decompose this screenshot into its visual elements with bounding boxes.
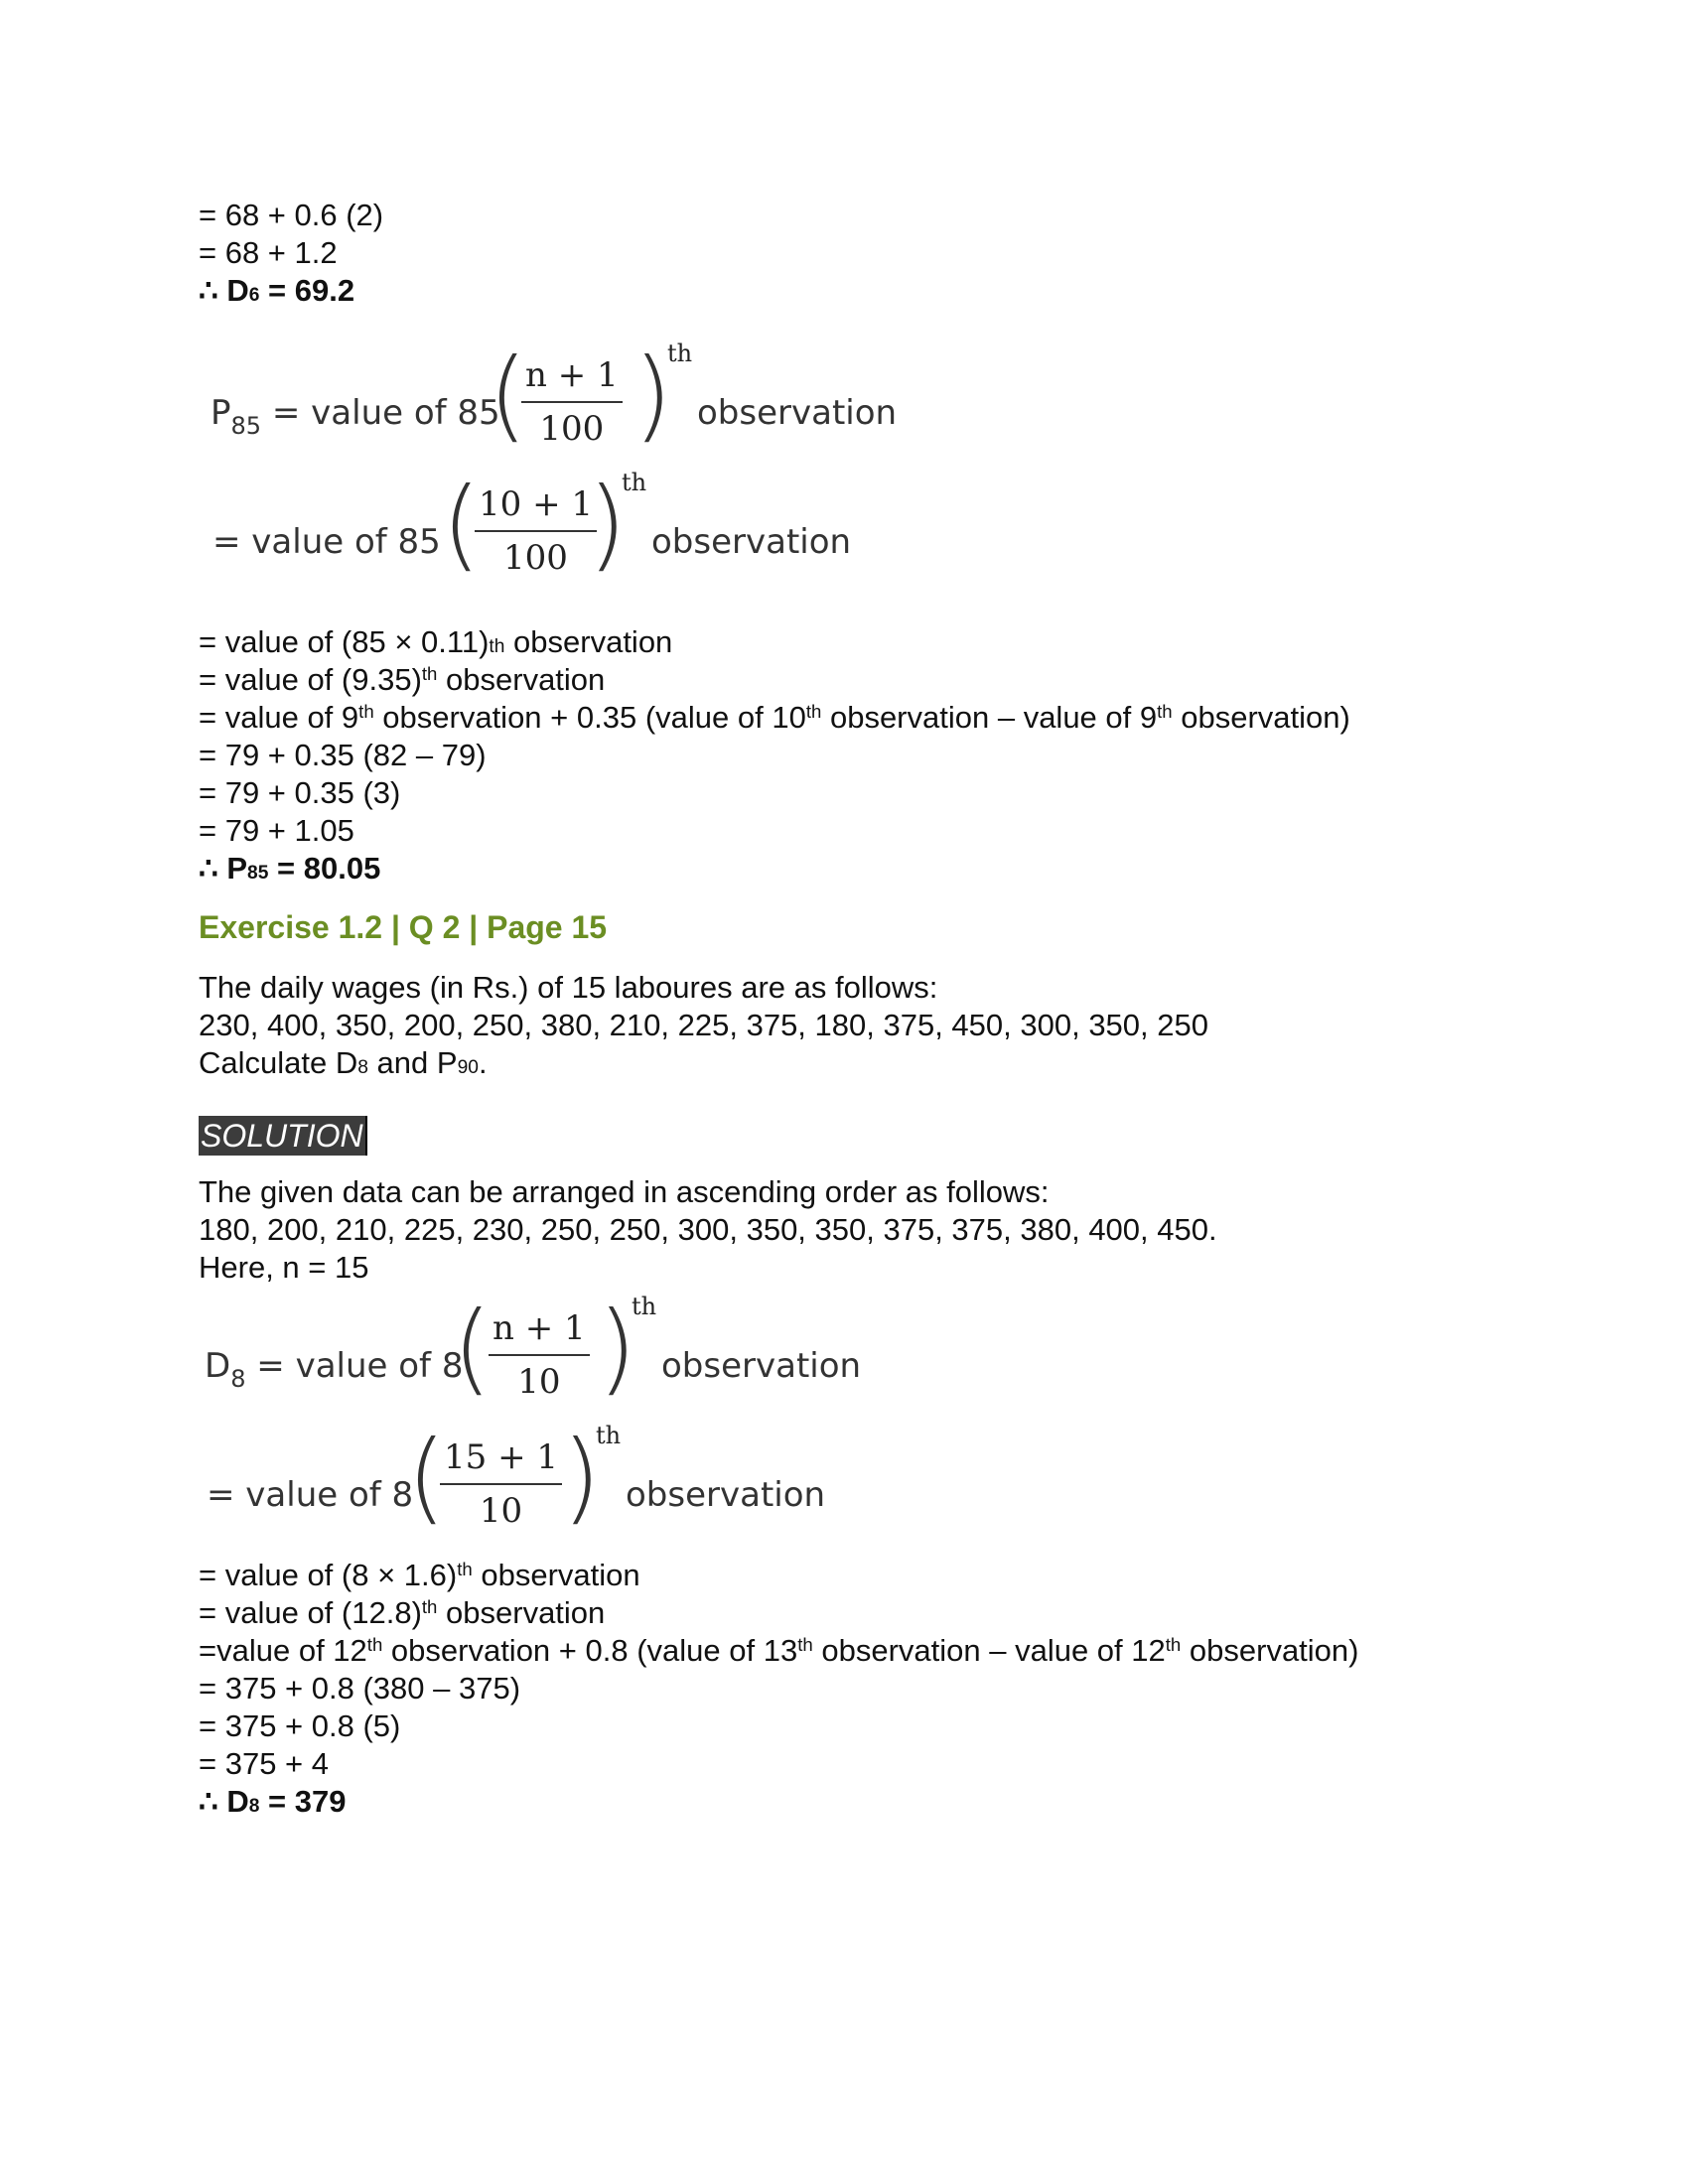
- formula-superscript: th: [632, 1293, 657, 1320]
- result-value: = 69.2: [259, 273, 355, 308]
- superscript: th: [1157, 700, 1173, 722]
- text-run: and P: [367, 1045, 458, 1080]
- result-d6: [199, 272, 1489, 310]
- question-data: 230, 400, 350, 200, 250, 380, 210, 225, 375, 180, 375, 450, 300, 350, 250: [199, 1008, 1208, 1042]
- subscript: th: [489, 636, 505, 657]
- right-paren: ): [598, 1290, 637, 1406]
- formula-lhs: = value of 8: [207, 1475, 414, 1515]
- left-paren: (: [442, 466, 482, 582]
- fraction-denominator: 10: [479, 1491, 523, 1531]
- calc-line: = 375 + 4: [199, 1746, 330, 1781]
- fraction-numerator: n + 1: [492, 1308, 586, 1348]
- fraction-denominator: 100: [539, 409, 605, 449]
- fraction-numerator: 15 + 1: [444, 1437, 558, 1477]
- fraction: [521, 349, 623, 455]
- formula-superscript: th: [596, 1422, 622, 1449]
- superscript: th: [358, 700, 374, 722]
- text-run: observation): [1181, 1633, 1359, 1668]
- solution-label: SOLUTION: [199, 1116, 367, 1156]
- result-subscript: 6: [248, 285, 260, 306]
- calc-line: = 79 + 1.05: [199, 813, 354, 848]
- document-page: [199, 197, 1489, 1821]
- text-run: observation – value of 12: [812, 1633, 1166, 1668]
- result-p85: [199, 850, 1489, 887]
- text-run: observation: [504, 624, 673, 659]
- calc-line: [199, 1632, 1489, 1670]
- text-run: observation: [472, 1558, 640, 1592]
- therefore-symbol: ∴: [199, 273, 227, 308]
- fraction-denominator: 10: [517, 1362, 561, 1402]
- superscript: th: [421, 662, 438, 684]
- fraction-numerator: 10 + 1: [479, 484, 593, 524]
- text-run: observation): [1172, 700, 1350, 735]
- formula-lhs: = value of 85: [212, 522, 441, 562]
- result-symbol: P: [226, 851, 248, 886]
- fraction: [475, 478, 597, 584]
- calc-line: = 79 + 0.35 (3): [199, 775, 401, 810]
- formula-symbol: P: [211, 393, 231, 433]
- formula-rhs: observation: [697, 393, 898, 433]
- text-run: = value of 9: [199, 700, 359, 735]
- text-run: observation – value of 9: [821, 700, 1158, 735]
- formula-symbol: D: [205, 1346, 231, 1386]
- fraction-denominator: 100: [503, 538, 568, 578]
- result-value: = 379: [259, 1784, 347, 1819]
- result-value: = 80.05: [268, 851, 381, 886]
- superscript: th: [805, 700, 822, 722]
- exercise-heading[interactable]: Exercise 1.2 | Q 2 | Page 15: [199, 909, 608, 945]
- fraction-numerator: n + 1: [525, 355, 619, 395]
- superscript: th: [457, 1558, 473, 1579]
- solution-data: 180, 200, 210, 225, 230, 250, 250, 300, 350, 350, 375, 375, 380, 400, 450.: [199, 1212, 1217, 1247]
- right-paren: ): [562, 1419, 602, 1535]
- formula-subscript: 8: [230, 1365, 246, 1393]
- left-paren: (: [453, 1290, 492, 1406]
- calc-line: [199, 1557, 1489, 1594]
- calc-line: = 68 + 0.6 (2): [199, 198, 384, 232]
- subscript: 8: [357, 1057, 368, 1078]
- formula-superscript: th: [622, 469, 647, 496]
- question-task: [199, 1044, 1489, 1082]
- solution-text: The given data can be arranged in ascending order as follows:: [199, 1174, 1050, 1209]
- text-run: = value of (9.35): [199, 662, 422, 697]
- text-run: = value of (12.8): [199, 1595, 422, 1630]
- formula-lhs: = value of 8: [245, 1346, 464, 1386]
- superscript: th: [366, 1633, 383, 1655]
- superscript: th: [421, 1595, 438, 1617]
- fraction: [489, 1302, 590, 1408]
- text-run: observation + 0.35 (value of 10: [373, 700, 806, 735]
- question-text: The daily wages (in Rs.) of 15 laboures are as follows:: [199, 970, 938, 1005]
- calc-line: = 68 + 1.2: [199, 235, 338, 270]
- therefore-symbol: ∴: [199, 1784, 227, 1819]
- result-d8: [199, 1783, 1489, 1821]
- calc-line: = 375 + 0.8 (380 – 375): [199, 1671, 521, 1706]
- superscript: th: [797, 1633, 813, 1655]
- formula-rhs: observation: [661, 1346, 862, 1386]
- formula-d8-substituted: [199, 1419, 1489, 1557]
- calc-line: = 79 + 0.35 (82 – 79): [199, 738, 487, 772]
- left-paren: (: [489, 337, 528, 453]
- text-run: observation: [437, 1595, 606, 1630]
- subscript: 90: [457, 1057, 479, 1078]
- solution-n: Here, n = 15: [199, 1250, 369, 1285]
- text-run: = value of (8 × 1.6): [199, 1558, 458, 1592]
- text-run: observation + 0.8 (value of 13: [382, 1633, 798, 1668]
- formula-superscript: th: [667, 340, 693, 367]
- result-symbol: D: [226, 273, 249, 308]
- text-run: Calculate D: [199, 1045, 358, 1080]
- calc-line: [199, 699, 1489, 737]
- formula-subscript: 85: [230, 412, 262, 440]
- formula-p85: [199, 337, 1489, 475]
- text-run: =value of 12: [199, 1633, 367, 1668]
- left-paren: (: [407, 1419, 447, 1535]
- right-paren: ): [588, 466, 628, 582]
- right-paren: ): [633, 337, 673, 453]
- fraction: [440, 1432, 562, 1537]
- text-run: = value of (85 × 0.11): [199, 624, 490, 659]
- formula-d8: [199, 1290, 1489, 1428]
- calc-line: [199, 661, 1489, 699]
- calc-line: = 375 + 0.8 (5): [199, 1708, 401, 1743]
- text-run: .: [478, 1045, 488, 1080]
- result-symbol: D: [226, 1784, 249, 1819]
- calc-line: [199, 623, 1489, 661]
- formula-lhs: = value of 85: [261, 393, 500, 433]
- formula-p85-substituted: [199, 466, 1489, 604]
- formula-rhs: observation: [651, 522, 852, 562]
- formula-rhs: observation: [626, 1475, 826, 1515]
- superscript: th: [1165, 1633, 1182, 1655]
- result-subscript: 85: [247, 863, 269, 884]
- therefore-symbol: ∴: [199, 851, 227, 886]
- result-subscript: 8: [248, 1796, 260, 1817]
- text-run: observation: [437, 662, 606, 697]
- calc-line: [199, 1594, 1489, 1632]
